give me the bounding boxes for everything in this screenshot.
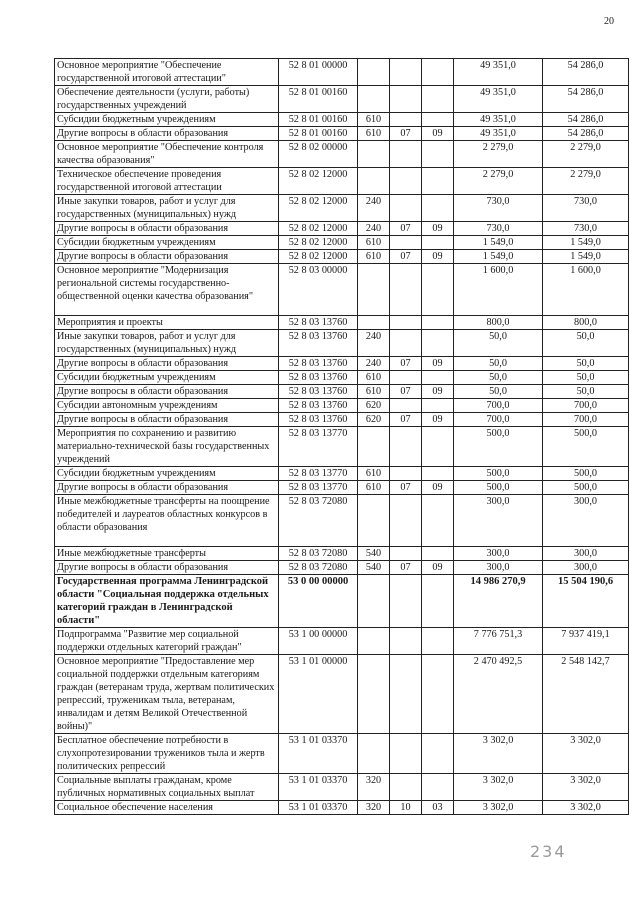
row-code: 52 8 01 00160 bbox=[279, 127, 358, 141]
row-subsection: 09 bbox=[422, 357, 454, 371]
table-row bbox=[55, 561, 629, 575]
table-row bbox=[55, 467, 629, 481]
row-name: Другие вопросы в области образования bbox=[55, 357, 279, 371]
row-code: 52 8 03 13770 bbox=[279, 481, 358, 495]
row-section bbox=[390, 575, 422, 628]
table-row bbox=[55, 236, 629, 250]
table-row bbox=[55, 801, 629, 815]
row-expense-type: 240 bbox=[358, 357, 390, 371]
row-name: Мероприятия по сохранению и развитию материально-технической базы государственных учреждений bbox=[55, 427, 279, 467]
row-code: 53 1 01 00000 bbox=[279, 655, 358, 734]
row-section bbox=[390, 371, 422, 385]
row-name: Бесплатное обеспечение потребности в слухопротезировании тружеников тыла и жертв политических репрессий bbox=[55, 734, 279, 774]
row-amount-year1: 2 470 492,5 bbox=[454, 655, 543, 734]
row-name: Обеспечение деятельности (услуги, работы) государственных учреждений bbox=[55, 86, 279, 113]
row-expense-type: 610 bbox=[358, 113, 390, 127]
row-expense-type: 240 bbox=[358, 330, 390, 357]
table-row bbox=[55, 316, 629, 330]
page-number: 20 bbox=[604, 16, 614, 27]
row-subsection bbox=[422, 399, 454, 413]
row-subsection bbox=[422, 575, 454, 628]
row-amount-year1: 3 302,0 bbox=[454, 734, 543, 774]
row-code: 53 1 01 03370 bbox=[279, 801, 358, 815]
row-subsection bbox=[422, 316, 454, 330]
row-section bbox=[390, 774, 422, 801]
row-name: Основное мероприятие "Предоставление мер социальной поддержки отдельным категориям граждан (ветеранам труда, жертвам политических репрессий, труженикам тыла, ветеранам, инвалидам и детям Великой Отечественной войны)" bbox=[55, 655, 279, 734]
row-amount-year1: 730,0 bbox=[454, 222, 543, 236]
row-name: Иные межбюджетные трансферты bbox=[55, 547, 279, 561]
row-expense-type bbox=[358, 168, 390, 195]
row-amount-year2: 7 937 419,1 bbox=[543, 628, 629, 655]
row-section: 07 bbox=[390, 481, 422, 495]
row-name: Основное мероприятие "Модернизация региональной системы государственно-общественной оценки качества образования" bbox=[55, 264, 279, 316]
table-row bbox=[55, 141, 629, 168]
budget-table-body bbox=[55, 59, 629, 815]
row-section bbox=[390, 264, 422, 316]
row-subsection bbox=[422, 113, 454, 127]
row-amount-year2: 54 286,0 bbox=[543, 113, 629, 127]
row-amount-year2: 500,0 bbox=[543, 481, 629, 495]
row-section: 07 bbox=[390, 250, 422, 264]
row-code: 52 8 03 72080 bbox=[279, 547, 358, 561]
row-section: 10 bbox=[390, 801, 422, 815]
row-subsection bbox=[422, 236, 454, 250]
row-subsection bbox=[422, 371, 454, 385]
row-amount-year2: 1 549,0 bbox=[543, 250, 629, 264]
row-name: Субсидии бюджетным учреждениям bbox=[55, 467, 279, 481]
row-amount-year2: 730,0 bbox=[543, 222, 629, 236]
row-expense-type bbox=[358, 316, 390, 330]
row-expense-type: 540 bbox=[358, 561, 390, 575]
row-subsection: 09 bbox=[422, 222, 454, 236]
row-name: Другие вопросы в области образования bbox=[55, 481, 279, 495]
row-section bbox=[390, 59, 422, 86]
row-amount-year1: 300,0 bbox=[454, 495, 543, 547]
row-subsection: 09 bbox=[422, 561, 454, 575]
row-code: 52 8 03 13760 bbox=[279, 316, 358, 330]
row-amount-year1: 3 302,0 bbox=[454, 801, 543, 815]
row-amount-year2: 50,0 bbox=[543, 330, 629, 357]
row-amount-year1: 49 351,0 bbox=[454, 59, 543, 86]
row-name: Другие вопросы в области образования bbox=[55, 127, 279, 141]
row-subsection: 09 bbox=[422, 413, 454, 427]
row-code: 52 8 03 13760 bbox=[279, 385, 358, 399]
row-name: Государственная программа Ленинградской области "Социальная поддержка отдельных категорий граждан в Ленинградской области" bbox=[55, 575, 279, 628]
row-subsection bbox=[422, 264, 454, 316]
table-row bbox=[55, 774, 629, 801]
row-section: 07 bbox=[390, 222, 422, 236]
row-code: 52 8 03 00000 bbox=[279, 264, 358, 316]
row-expense-type bbox=[358, 427, 390, 467]
table-row bbox=[55, 427, 629, 467]
row-amount-year1: 2 279,0 bbox=[454, 168, 543, 195]
row-amount-year2: 700,0 bbox=[543, 413, 629, 427]
row-expense-type: 540 bbox=[358, 547, 390, 561]
row-expense-type bbox=[358, 495, 390, 547]
row-subsection: 09 bbox=[422, 127, 454, 141]
row-section bbox=[390, 628, 422, 655]
page-stamp: 234 bbox=[530, 842, 567, 861]
budget-table bbox=[54, 58, 629, 815]
row-amount-year1: 300,0 bbox=[454, 561, 543, 575]
row-code: 53 0 00 00000 bbox=[279, 575, 358, 628]
row-code: 52 8 03 72080 bbox=[279, 495, 358, 547]
table-row bbox=[55, 330, 629, 357]
row-section bbox=[390, 399, 422, 413]
row-amount-year2: 2 548 142,7 bbox=[543, 655, 629, 734]
row-expense-type: 610 bbox=[358, 250, 390, 264]
row-expense-type bbox=[358, 264, 390, 316]
row-expense-type: 620 bbox=[358, 399, 390, 413]
row-name: Субсидии автономным учреждениям bbox=[55, 399, 279, 413]
row-section bbox=[390, 141, 422, 168]
row-section: 07 bbox=[390, 385, 422, 399]
row-subsection bbox=[422, 86, 454, 113]
row-code: 52 8 01 00000 bbox=[279, 59, 358, 86]
row-expense-type bbox=[358, 141, 390, 168]
row-amount-year2: 50,0 bbox=[543, 357, 629, 371]
row-expense-type: 610 bbox=[358, 127, 390, 141]
row-code: 52 8 02 12000 bbox=[279, 236, 358, 250]
table-row bbox=[55, 264, 629, 316]
row-subsection bbox=[422, 467, 454, 481]
row-code: 52 8 03 13760 bbox=[279, 371, 358, 385]
row-amount-year2: 800,0 bbox=[543, 316, 629, 330]
row-code: 52 8 03 72080 bbox=[279, 561, 358, 575]
row-expense-type: 240 bbox=[358, 222, 390, 236]
row-amount-year2: 730,0 bbox=[543, 195, 629, 222]
row-section bbox=[390, 547, 422, 561]
row-code: 52 8 02 12000 bbox=[279, 168, 358, 195]
row-subsection: 09 bbox=[422, 481, 454, 495]
row-name: Субсидии бюджетным учреждениям bbox=[55, 113, 279, 127]
row-name: Другие вопросы в области образования bbox=[55, 413, 279, 427]
row-section bbox=[390, 195, 422, 222]
row-amount-year2: 3 302,0 bbox=[543, 734, 629, 774]
row-subsection bbox=[422, 547, 454, 561]
row-subsection: 03 bbox=[422, 801, 454, 815]
row-amount-year2: 3 302,0 bbox=[543, 774, 629, 801]
row-name: Другие вопросы в области образования bbox=[55, 250, 279, 264]
table-row bbox=[55, 168, 629, 195]
row-subsection: 09 bbox=[422, 385, 454, 399]
row-section bbox=[390, 495, 422, 547]
row-amount-year1: 500,0 bbox=[454, 427, 543, 467]
row-name: Социальное обеспечение населения bbox=[55, 801, 279, 815]
row-section bbox=[390, 655, 422, 734]
table-row bbox=[55, 399, 629, 413]
row-subsection bbox=[422, 141, 454, 168]
table-row bbox=[55, 86, 629, 113]
row-code: 53 1 01 03370 bbox=[279, 774, 358, 801]
row-subsection bbox=[422, 495, 454, 547]
row-subsection: 09 bbox=[422, 250, 454, 264]
row-amount-year2: 700,0 bbox=[543, 399, 629, 413]
row-amount-year2: 50,0 bbox=[543, 371, 629, 385]
row-name: Другие вопросы в области образования bbox=[55, 222, 279, 236]
row-name: Другие вопросы в области образования bbox=[55, 561, 279, 575]
row-name: Субсидии бюджетным учреждениям bbox=[55, 236, 279, 250]
row-subsection bbox=[422, 195, 454, 222]
row-code: 52 8 01 00160 bbox=[279, 86, 358, 113]
row-subsection bbox=[422, 330, 454, 357]
row-code: 52 8 03 13770 bbox=[279, 467, 358, 481]
row-code: 52 8 03 13760 bbox=[279, 357, 358, 371]
row-code: 52 8 03 13760 bbox=[279, 330, 358, 357]
row-section bbox=[390, 113, 422, 127]
row-expense-type: 610 bbox=[358, 467, 390, 481]
row-amount-year1: 49 351,0 bbox=[454, 113, 543, 127]
row-name: Другие вопросы в области образования bbox=[55, 385, 279, 399]
row-name: Техническое обеспечение проведения государственной итоговой аттестации bbox=[55, 168, 279, 195]
row-amount-year2: 50,0 bbox=[543, 385, 629, 399]
table-row bbox=[55, 250, 629, 264]
table-row bbox=[55, 59, 629, 86]
row-amount-year1: 49 351,0 bbox=[454, 127, 543, 141]
table-row bbox=[55, 385, 629, 399]
row-expense-type bbox=[358, 734, 390, 774]
row-subsection bbox=[422, 774, 454, 801]
row-name: Основное мероприятие "Обеспечение контроля качества образования" bbox=[55, 141, 279, 168]
row-amount-year2: 54 286,0 bbox=[543, 59, 629, 86]
row-expense-type: 610 bbox=[358, 236, 390, 250]
row-amount-year1: 700,0 bbox=[454, 399, 543, 413]
row-section: 07 bbox=[390, 127, 422, 141]
row-amount-year2: 54 286,0 bbox=[543, 127, 629, 141]
row-amount-year1: 1 549,0 bbox=[454, 236, 543, 250]
row-amount-year1: 50,0 bbox=[454, 371, 543, 385]
row-name: Иные межбюджетные трансферты на поощрение победителей и лауреатов областных конкурсов в области образования bbox=[55, 495, 279, 547]
row-amount-year2: 2 279,0 bbox=[543, 168, 629, 195]
row-name: Субсидии бюджетным учреждениям bbox=[55, 371, 279, 385]
row-amount-year1: 14 986 270,9 bbox=[454, 575, 543, 628]
row-code: 53 1 01 03370 bbox=[279, 734, 358, 774]
row-subsection bbox=[422, 734, 454, 774]
row-amount-year1: 1 600,0 bbox=[454, 264, 543, 316]
row-amount-year1: 50,0 bbox=[454, 357, 543, 371]
row-amount-year1: 500,0 bbox=[454, 481, 543, 495]
table-row bbox=[55, 195, 629, 222]
row-name: Иные закупки товаров, работ и услуг для государственных (муниципальных) нужд bbox=[55, 330, 279, 357]
row-expense-type: 240 bbox=[358, 195, 390, 222]
row-amount-year2: 15 504 190,6 bbox=[543, 575, 629, 628]
row-name: Социальные выплаты гражданам, кроме публичных нормативных социальных выплат bbox=[55, 774, 279, 801]
row-amount-year1: 300,0 bbox=[454, 547, 543, 561]
row-section bbox=[390, 86, 422, 113]
row-code: 52 8 02 00000 bbox=[279, 141, 358, 168]
table-row bbox=[55, 495, 629, 547]
row-amount-year2: 300,0 bbox=[543, 547, 629, 561]
row-subsection bbox=[422, 168, 454, 195]
row-section bbox=[390, 236, 422, 250]
table-row bbox=[55, 371, 629, 385]
row-amount-year1: 800,0 bbox=[454, 316, 543, 330]
row-amount-year2: 54 286,0 bbox=[543, 86, 629, 113]
row-amount-year1: 700,0 bbox=[454, 413, 543, 427]
table-row bbox=[55, 357, 629, 371]
row-amount-year1: 730,0 bbox=[454, 195, 543, 222]
row-expense-type: 320 bbox=[358, 774, 390, 801]
row-section bbox=[390, 168, 422, 195]
row-amount-year2: 1 549,0 bbox=[543, 236, 629, 250]
row-amount-year1: 3 302,0 bbox=[454, 774, 543, 801]
row-code: 53 1 00 00000 bbox=[279, 628, 358, 655]
row-code: 52 8 03 13770 bbox=[279, 427, 358, 467]
row-amount-year1: 50,0 bbox=[454, 385, 543, 399]
table-row bbox=[55, 628, 629, 655]
table-row bbox=[55, 127, 629, 141]
row-subsection bbox=[422, 427, 454, 467]
row-code: 52 8 03 13760 bbox=[279, 399, 358, 413]
row-code: 52 8 02 12000 bbox=[279, 222, 358, 236]
row-expense-type bbox=[358, 655, 390, 734]
row-section bbox=[390, 330, 422, 357]
table-row bbox=[55, 734, 629, 774]
row-subsection bbox=[422, 59, 454, 86]
table-row bbox=[55, 413, 629, 427]
row-amount-year2: 300,0 bbox=[543, 495, 629, 547]
row-expense-type bbox=[358, 59, 390, 86]
row-section bbox=[390, 467, 422, 481]
row-amount-year2: 300,0 bbox=[543, 561, 629, 575]
row-code: 52 8 03 13760 bbox=[279, 413, 358, 427]
row-code: 52 8 02 12000 bbox=[279, 250, 358, 264]
row-expense-type bbox=[358, 86, 390, 113]
row-amount-year2: 2 279,0 bbox=[543, 141, 629, 168]
row-amount-year2: 500,0 bbox=[543, 467, 629, 481]
row-section bbox=[390, 427, 422, 467]
row-expense-type bbox=[358, 575, 390, 628]
table-row bbox=[55, 481, 629, 495]
row-expense-type: 610 bbox=[358, 481, 390, 495]
row-name: Основное мероприятие "Обеспечение государственной итоговой аттестации" bbox=[55, 59, 279, 86]
row-amount-year2: 3 302,0 bbox=[543, 801, 629, 815]
table-row bbox=[55, 575, 629, 628]
row-amount-year1: 7 776 751,3 bbox=[454, 628, 543, 655]
row-section: 07 bbox=[390, 357, 422, 371]
row-amount-year1: 500,0 bbox=[454, 467, 543, 481]
row-amount-year1: 49 351,0 bbox=[454, 86, 543, 113]
table-row bbox=[55, 222, 629, 236]
row-name: Подпрограмма "Развитие мер социальной поддержки отдельных категорий граждан" bbox=[55, 628, 279, 655]
table-row bbox=[55, 113, 629, 127]
row-name: Иные закупки товаров, работ и услуг для государственных (муниципальных) нужд bbox=[55, 195, 279, 222]
row-amount-year1: 1 549,0 bbox=[454, 250, 543, 264]
row-expense-type bbox=[358, 628, 390, 655]
row-section: 07 bbox=[390, 413, 422, 427]
row-subsection bbox=[422, 628, 454, 655]
table-row bbox=[55, 547, 629, 561]
row-section bbox=[390, 316, 422, 330]
row-expense-type: 610 bbox=[358, 371, 390, 385]
row-subsection bbox=[422, 655, 454, 734]
row-amount-year1: 2 279,0 bbox=[454, 141, 543, 168]
table-row bbox=[55, 655, 629, 734]
row-code: 52 8 01 00160 bbox=[279, 113, 358, 127]
row-name: Мероприятия и проекты bbox=[55, 316, 279, 330]
row-section bbox=[390, 734, 422, 774]
row-amount-year2: 1 600,0 bbox=[543, 264, 629, 316]
row-expense-type: 620 bbox=[358, 413, 390, 427]
row-code: 52 8 02 12000 bbox=[279, 195, 358, 222]
row-amount-year1: 50,0 bbox=[454, 330, 543, 357]
row-expense-type: 320 bbox=[358, 801, 390, 815]
row-amount-year2: 500,0 bbox=[543, 427, 629, 467]
row-section: 07 bbox=[390, 561, 422, 575]
row-expense-type: 610 bbox=[358, 385, 390, 399]
